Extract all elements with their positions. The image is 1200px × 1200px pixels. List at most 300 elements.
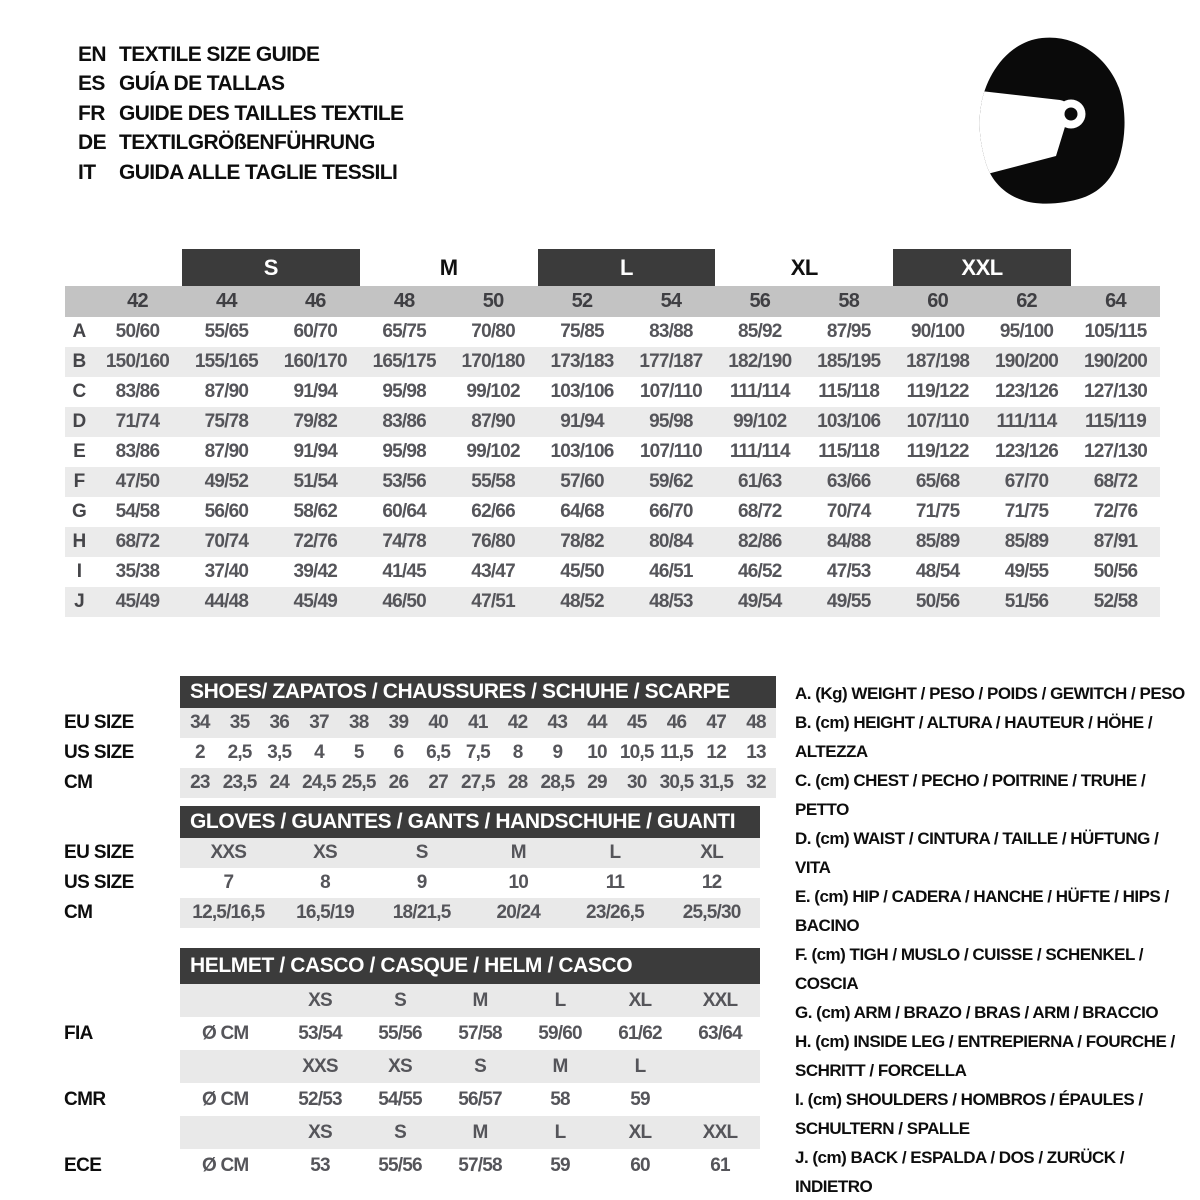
measure-cell: 45/49 [271, 587, 360, 617]
helmet-cm-cell: 54/55 [378, 1088, 422, 1110]
measure-cell: 37/40 [204, 561, 249, 582]
measure-cell: 95/100 [999, 321, 1054, 342]
gloves-us-row [64, 868, 760, 898]
glove-eu-size-cell: XXS [180, 838, 277, 868]
helmet-size-cell: XL [600, 984, 680, 1017]
measure-cell: 74/78 [360, 527, 449, 557]
helmet-cm-cell: 57/58 [458, 1022, 502, 1044]
helmet-size-cell: S [360, 1116, 440, 1149]
measure-cell: 63/66 [804, 467, 893, 497]
table-row-h [65, 527, 1160, 557]
helmet-size-cell: S [440, 1050, 520, 1083]
glove-cm-cell: 20/24 [470, 898, 567, 928]
guide-title: GUIDE DES TAILLES TEXTILE [119, 101, 404, 125]
row-label: I [76, 561, 82, 582]
measure-cell: 123/126 [994, 441, 1059, 462]
language-code: ES [78, 72, 105, 96]
row-label: D [65, 407, 93, 437]
measure-cell: 150/160 [93, 347, 182, 377]
shoe-us-size-cell: 12 [706, 742, 726, 763]
glove-us-size-cell: 8 [320, 872, 330, 893]
measure-cell: 59/62 [626, 467, 715, 497]
numeric-size-cell: 56 [715, 286, 804, 317]
measure-cell: 127/130 [1083, 441, 1148, 462]
shoes-size-table [64, 676, 776, 798]
measure-cell: 177/187 [626, 347, 715, 377]
glove-eu-size-cell: XS [277, 838, 374, 868]
measure-cell: 111/114 [729, 381, 790, 402]
measure-cell: 49/52 [182, 467, 271, 497]
glove-eu-size-cell: L [567, 838, 664, 868]
table-row-i [65, 557, 1160, 587]
numeric-size-cell: 54 [626, 286, 715, 317]
size-group-xl: XL [715, 249, 893, 286]
measure-cell: 72/76 [1093, 501, 1138, 522]
shoe-eu-size-cell: 41 [458, 708, 498, 738]
row-label: H [65, 527, 93, 557]
gloves-size-table [64, 806, 760, 928]
measure-cell: 115/118 [818, 441, 880, 462]
language-title-row [78, 129, 403, 159]
guide-title: GUIDA ALLE TAGLIE TESSILI [119, 160, 398, 184]
helmet-section-title: HELMET / CASCO / CASQUE / HELM / CASCO [180, 948, 760, 984]
measure-cell: 47/51 [449, 587, 538, 617]
measure-cell: 91/94 [538, 407, 627, 437]
shoe-cm-cell: 28,5 [537, 768, 577, 798]
numeric-size-cell: 60 [893, 286, 982, 317]
numeric-size-cell: 46 [271, 286, 360, 317]
gloves-section-title: GLOVES / GUANTES / GANTS / HANDSCHUHE / GUANTI [180, 806, 760, 838]
table-row-b [65, 347, 1160, 377]
measure-cell: 53/56 [360, 467, 449, 497]
helmet-size-cell: XS [280, 1116, 360, 1149]
helmet-size-cell: L [520, 984, 600, 1017]
legend-item: D. (cm) WAIST / CINTURA / TAILLE / HÜFTUNG / VITA [795, 829, 1159, 877]
measure-cell: 85/89 [982, 527, 1071, 557]
shoe-eu-size-cell: 48 [736, 708, 776, 738]
measure-cell: 103/106 [804, 407, 893, 437]
standard-label: ECE [64, 1149, 180, 1182]
measure-cell: 76/80 [449, 527, 538, 557]
glove-eu-size-cell: S [373, 838, 470, 868]
shoe-us-size-cell: 3,5 [267, 742, 292, 763]
measure-cell: 99/102 [466, 381, 520, 402]
measure-cell: 49/55 [804, 587, 893, 617]
shoes-title-row [64, 676, 776, 708]
language-title-row [78, 99, 403, 129]
shoe-us-size-cell: 11,5 [660, 742, 693, 763]
table-row-a [65, 317, 1160, 347]
measure-cell: 185/195 [804, 347, 893, 377]
shoes-cm-row [64, 768, 776, 798]
shoe-us-size-cell: 5 [353, 742, 364, 763]
ece-sizes-row [64, 1116, 760, 1149]
diameter-label: Ø CM [202, 1154, 249, 1176]
shoe-cm-cell: 26 [379, 768, 419, 798]
table-row-j [65, 587, 1160, 617]
measure-cell: 190/200 [982, 347, 1071, 377]
table-row-e [65, 437, 1160, 467]
measure-cell: 83/86 [360, 407, 449, 437]
shoe-eu-size-cell: 37 [299, 708, 339, 738]
shoe-cm-cell: 24 [259, 768, 299, 798]
shoe-us-size-cell: 8 [512, 742, 523, 763]
size-group-header-row [65, 249, 1160, 286]
guide-title: TEXTILE SIZE GUIDE [119, 42, 320, 66]
shoe-eu-size-cell: 42 [498, 708, 538, 738]
helmet-cm-cell: 56/57 [458, 1088, 502, 1110]
numeric-size-cell: 48 [360, 286, 449, 317]
helmet-cm-cell: 59/60 [538, 1022, 582, 1044]
measure-cell: 61/63 [715, 467, 804, 497]
standard-label: FIA [64, 1017, 180, 1050]
measure-cell: 127/130 [1083, 381, 1148, 402]
shoe-eu-size-cell: 38 [339, 708, 379, 738]
guide-title: GUÍA DE TALLAS [119, 72, 285, 96]
shoe-eu-size-cell: 40 [418, 708, 458, 738]
measure-cell: 95/98 [382, 381, 426, 402]
row-label: US SIZE [64, 868, 180, 898]
diameter-label: Ø CM [202, 1088, 249, 1110]
helmet-size-cell [680, 1050, 760, 1083]
legend-item: G. (cm) ARM / BRAZO / BRAS / ARM / BRACCIO [795, 1003, 1159, 1022]
measure-cell: 111/114 [729, 441, 790, 462]
measure-cell: 87/95 [826, 321, 871, 342]
glove-cm-cell: 18/21,5 [373, 898, 470, 928]
shoes-section-title: SHOES/ ZAPATOS / CHAUSSURES / SCHUHE / SCARPE [180, 676, 776, 708]
shoe-us-size-cell: 2,5 [227, 742, 252, 763]
measure-cell: 39/42 [293, 561, 338, 582]
measure-cell: 48/54 [915, 561, 960, 582]
measure-cell: 51/56 [982, 587, 1071, 617]
row-label: CM [64, 768, 180, 798]
numeric-size-row [65, 286, 1160, 317]
shoe-eu-size-cell: 45 [617, 708, 657, 738]
measure-cell: 48/53 [626, 587, 715, 617]
language-title-row [78, 40, 403, 70]
legend-item: B. (cm) HEIGHT / ALTURA / HAUTEUR / HÖHE / ALTEZZA [795, 713, 1153, 761]
measure-cell: 45/49 [93, 587, 182, 617]
cmr-sizes-row [64, 1050, 760, 1083]
measure-cell: 58/62 [293, 501, 338, 522]
measure-cell: 75/78 [182, 407, 271, 437]
measure-cell: 95/98 [626, 407, 715, 437]
legend-item: E. (cm) HIP / CADERA / HANCHE / HÜFTE / HIPS / BACINO [795, 887, 1169, 935]
measure-cell: 50/56 [893, 587, 982, 617]
helmet-size-cell: XXL [680, 1116, 760, 1149]
numeric-size-cell: 62 [982, 286, 1071, 317]
diameter-label: Ø CM [202, 1022, 249, 1044]
cmr-values-row [64, 1083, 760, 1116]
helmet-cm-cell: 55/56 [378, 1022, 422, 1044]
table-row-d [65, 407, 1160, 437]
helmet-size-cell: L [520, 1116, 600, 1149]
measure-cell: 72/76 [271, 527, 360, 557]
numeric-size-cell: 64 [1071, 286, 1160, 317]
glove-eu-size-cell: M [470, 838, 567, 868]
glove-us-size-cell: 9 [416, 872, 427, 893]
row-label: C [72, 381, 86, 402]
shoe-cm-cell: 30 [617, 768, 657, 798]
helmet-cm-cell: 59 [550, 1154, 570, 1176]
language-code: EN [78, 42, 106, 66]
apparel-size-table [65, 249, 1160, 617]
shoe-cm-cell: 32 [736, 768, 776, 798]
gloves-cm-row [64, 898, 760, 928]
measure-cell: 155/165 [182, 347, 271, 377]
measure-cell: 111/114 [982, 407, 1071, 437]
row-label: EU SIZE [64, 708, 180, 738]
measure-cell: 35/38 [115, 561, 160, 582]
shoe-cm-cell: 31,5 [696, 768, 736, 798]
helmet-cm-cell [680, 1083, 760, 1116]
measure-cell: 83/86 [115, 441, 160, 462]
measure-cell: 62/66 [471, 501, 515, 522]
measure-cell: 68/72 [1071, 467, 1160, 497]
shoe-eu-size-cell: 43 [537, 708, 577, 738]
helmet-cm-cell: 59 [630, 1088, 650, 1110]
shoe-us-size-cell: 10,5 [619, 742, 654, 763]
helmet-cm-cell: 63/64 [698, 1022, 742, 1044]
row-label: US SIZE [64, 738, 180, 768]
helmet-size-cell: XXL [680, 984, 760, 1017]
measure-cell: 45/50 [560, 561, 604, 582]
shoe-cm-cell: 30,5 [657, 768, 697, 798]
size-group-s: S [182, 249, 360, 286]
row-label: CM [64, 898, 180, 928]
measure-cell: 123/126 [994, 381, 1059, 402]
shoes-us-row [64, 738, 776, 768]
fia-sizes-row [64, 984, 760, 1017]
measure-cell: 47/50 [93, 467, 182, 497]
measure-cell: 99/102 [715, 407, 804, 437]
measure-cell: 50/56 [1093, 561, 1138, 582]
measure-cell: 55/58 [449, 467, 538, 497]
shoe-us-size-cell: 6,5 [426, 742, 451, 763]
measure-cell: 187/198 [893, 347, 982, 377]
measure-cell: 82/86 [715, 527, 804, 557]
measure-cell: 66/70 [649, 501, 693, 522]
helmet-size-table [64, 948, 760, 1182]
helmet-size-cell: M [520, 1050, 600, 1083]
measure-cell: 50/60 [115, 321, 160, 342]
gloves-title-row [64, 806, 760, 838]
measure-cell: 41/45 [382, 561, 426, 582]
glove-us-size-cell: 10 [508, 872, 529, 893]
measure-cell: 99/102 [466, 441, 520, 462]
measure-cell: 90/100 [910, 321, 965, 342]
measurement-legend [795, 679, 1189, 1200]
measure-cell: 49/54 [715, 587, 804, 617]
shoe-us-size-cell: 9 [552, 742, 563, 763]
measure-cell: 64/68 [560, 501, 604, 522]
measure-cell: 83/86 [115, 381, 160, 402]
measure-cell: 68/72 [93, 527, 182, 557]
helmet-cm-cell: 55/56 [378, 1154, 422, 1176]
measure-cell: 80/84 [626, 527, 715, 557]
glove-cm-cell: 12,5/16,5 [180, 898, 277, 928]
language-code: DE [78, 131, 106, 155]
measure-cell: 44/48 [182, 587, 271, 617]
glove-eu-size-cell: XL [663, 838, 760, 868]
measure-cell: 91/94 [293, 381, 338, 402]
measure-cell: 65/68 [893, 467, 982, 497]
measure-cell: 165/175 [360, 347, 449, 377]
row-label: E [73, 441, 85, 462]
measure-cell: 173/183 [538, 347, 627, 377]
glove-cm-cell: 16,5/19 [277, 898, 374, 928]
shoe-cm-cell: 24,5 [299, 768, 339, 798]
measure-cell: 43/47 [471, 561, 515, 582]
measure-cell: 107/110 [639, 441, 702, 462]
measure-cell: 95/98 [382, 441, 426, 462]
helmet-cm-cell: 53 [310, 1154, 330, 1176]
measure-cell: 60/64 [382, 501, 426, 522]
shoe-cm-cell: 27,5 [458, 768, 498, 798]
measure-cell: 46/52 [738, 561, 782, 582]
shoe-cm-cell: 29 [577, 768, 617, 798]
measure-cell: 68/72 [738, 501, 782, 522]
glove-cm-cell: 25,5/30 [663, 898, 760, 928]
measure-cell: 47/53 [826, 561, 871, 582]
table-row-c [65, 377, 1160, 407]
measure-cell: 87/91 [1071, 527, 1160, 557]
shoe-us-size-cell: 6 [393, 742, 404, 763]
measure-cell: 71/75 [915, 501, 960, 522]
language-title-row [78, 70, 403, 100]
legend-item: H. (cm) INSIDE LEG / ENTREPIERNA / FOURCHE / SCHRITT / FORCELLA [795, 1032, 1175, 1080]
helmet-cm-cell: 58 [550, 1088, 570, 1110]
measure-cell: 190/200 [1071, 347, 1160, 377]
helmet-cm-cell: 60 [630, 1154, 650, 1176]
measure-cell: 107/110 [893, 407, 982, 437]
legend-item: I. (cm) SHOULDERS / HOMBROS / ÉPAULES / SCHULTERN / SPALLE [795, 1090, 1143, 1138]
measure-cell: 87/90 [204, 441, 249, 462]
measure-cell: 103/106 [550, 381, 614, 402]
helmet-size-cell: XXS [280, 1050, 360, 1083]
gloves-eu-row [64, 838, 760, 868]
helmet-size-cell: XS [280, 984, 360, 1017]
measure-cell: 119/122 [906, 441, 969, 462]
row-label: B [65, 347, 93, 377]
measure-cell: 78/82 [538, 527, 627, 557]
helmet-size-cell: XL [600, 1116, 680, 1149]
fia-values-row [64, 1017, 760, 1050]
numeric-size-cell: 50 [449, 286, 538, 317]
measure-cell: 60/70 [293, 321, 338, 342]
measure-cell: 160/170 [271, 347, 360, 377]
shoes-eu-row [64, 708, 776, 738]
shoe-eu-size-cell: 47 [696, 708, 736, 738]
measure-cell: 70/80 [471, 321, 515, 342]
shoe-us-size-cell: 13 [746, 742, 766, 763]
helmet-size-cell: L [600, 1050, 680, 1083]
language-title-list [78, 40, 403, 188]
measure-cell: 105/115 [1084, 321, 1147, 342]
size-group-l: L [538, 249, 716, 286]
shoe-eu-size-cell: 36 [259, 708, 299, 738]
measure-cell: 52/58 [1071, 587, 1160, 617]
shoe-cm-cell: 28 [498, 768, 538, 798]
legend-item: F. (cm) TIGH / MUSLO / CUISSE / SCHENKEL / COSCIA [795, 945, 1144, 993]
glove-us-size-cell: 11 [605, 872, 625, 893]
helmet-cm-cell: 57/58 [458, 1154, 502, 1176]
measure-cell: 91/94 [293, 441, 338, 462]
measure-cell: 84/88 [804, 527, 893, 557]
helmet-cm-cell: 53/54 [298, 1022, 342, 1044]
measure-cell: 46/50 [360, 587, 449, 617]
numeric-size-cell: 52 [538, 286, 627, 317]
racing-helmet-icon [972, 30, 1140, 210]
measure-cell: 115/118 [818, 381, 880, 402]
glove-cm-cell: 23/26,5 [567, 898, 664, 928]
numeric-size-cell: 44 [182, 286, 271, 317]
measure-cell: 57/60 [538, 467, 627, 497]
helmet-size-cell: M [440, 1116, 520, 1149]
measure-cell: 71/74 [93, 407, 182, 437]
standard-label: CMR [64, 1083, 180, 1116]
measure-cell: 46/51 [649, 561, 693, 582]
measure-cell: 70/74 [182, 527, 271, 557]
helmet-title-row [64, 948, 760, 984]
row-label: A [72, 321, 86, 342]
table-row-f [65, 467, 1160, 497]
language-code: IT [78, 160, 96, 184]
measure-cell: 65/75 [382, 321, 426, 342]
row-label: J [65, 587, 93, 617]
shoe-cm-cell: 23 [180, 768, 220, 798]
measure-cell: 71/75 [1004, 501, 1049, 522]
size-group-m: M [360, 249, 538, 286]
helmet-size-cell: S [360, 984, 440, 1017]
table-row-g [65, 497, 1160, 527]
row-label: G [72, 501, 86, 522]
row-label: EU SIZE [64, 838, 180, 868]
numeric-size-cell: 58 [804, 286, 893, 317]
measure-cell: 85/89 [893, 527, 982, 557]
legend-item: A. (Kg) WEIGHT / PESO / POIDS / GEWITCH / PESO [795, 684, 1185, 703]
measure-cell: 48/52 [538, 587, 627, 617]
measure-cell: 79/82 [271, 407, 360, 437]
shoe-us-size-cell: 4 [314, 742, 324, 763]
measure-cell: 67/70 [982, 467, 1071, 497]
measure-cell: 119/122 [906, 381, 969, 402]
legend-item: C. (cm) CHEST / PECHO / POITRINE / TRUHE / PETTO [795, 771, 1146, 819]
shoe-us-size-cell: 7,5 [465, 742, 490, 763]
shoe-cm-cell: 25,5 [339, 768, 379, 798]
measure-cell: 75/85 [560, 321, 604, 342]
shoe-eu-size-cell: 35 [220, 708, 260, 738]
measure-cell: 85/92 [738, 321, 782, 342]
size-group-xxl: XXL [893, 249, 1071, 286]
measure-cell: 54/58 [115, 501, 160, 522]
measure-cell: 56/60 [204, 501, 249, 522]
language-title-row [78, 158, 403, 188]
shoe-cm-cell: 27 [418, 768, 458, 798]
measure-cell: 55/65 [204, 321, 249, 342]
shoe-cm-cell: 23,5 [220, 768, 260, 798]
helmet-size-cell: M [440, 984, 520, 1017]
helmet-cm-cell: 52/53 [298, 1088, 342, 1110]
language-code: FR [78, 101, 105, 125]
row-label: F [65, 467, 93, 497]
helmet-size-cell: XS [360, 1050, 440, 1083]
measure-cell: 87/90 [204, 381, 249, 402]
measure-cell: 87/90 [449, 407, 538, 437]
measure-cell: 103/106 [550, 441, 614, 462]
measure-cell: 49/55 [1004, 561, 1049, 582]
helmet-cm-cell: 61/62 [618, 1022, 662, 1044]
